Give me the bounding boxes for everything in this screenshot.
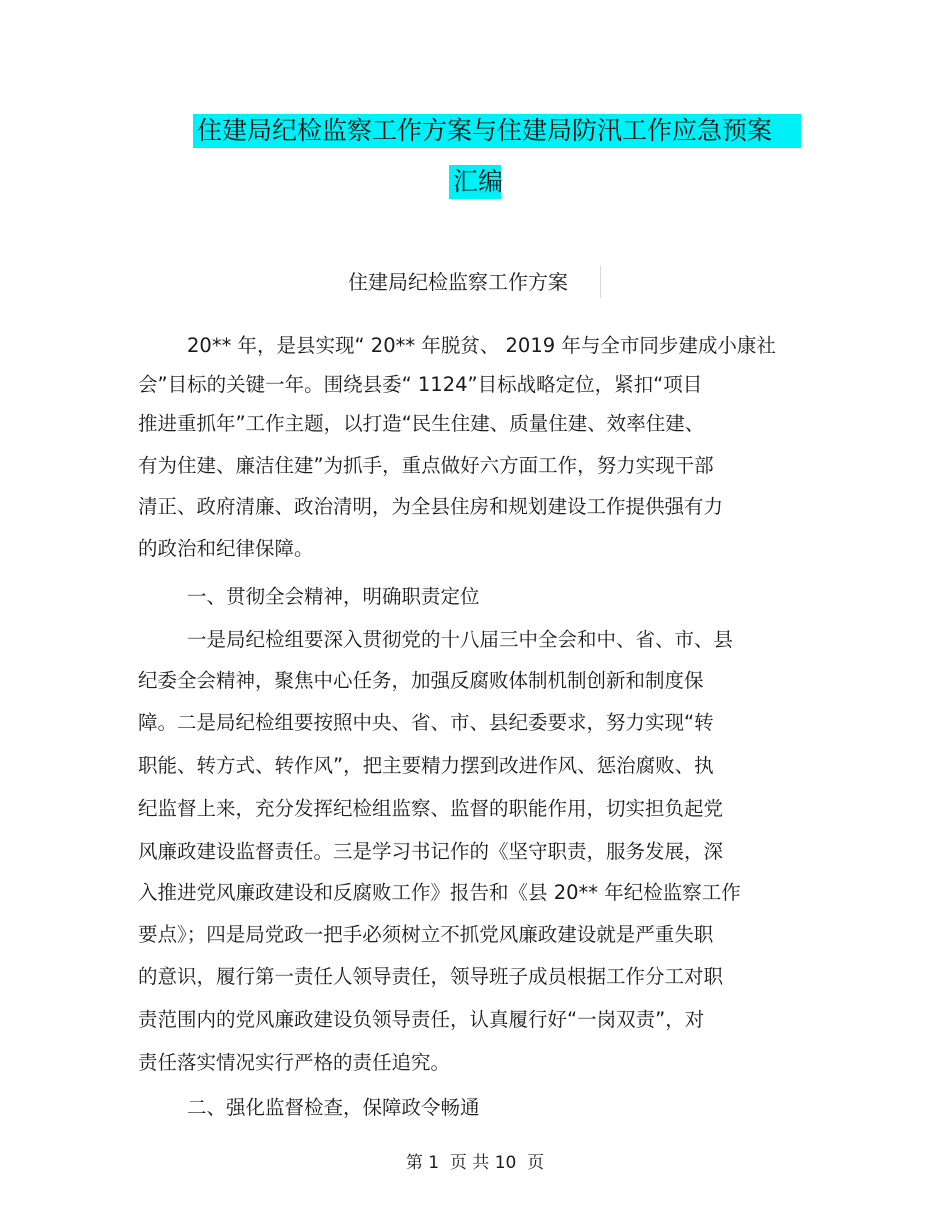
- body-line: 有为住建、廉洁住建”为抓手，重点做好六方面工作，努力实现干部: [138, 454, 714, 477]
- body-line: 推进重抓年”工作主题，以打造“民生住建、质量住建、效率住建、: [138, 412, 705, 435]
- body-line: 的政治和纪律保障。: [138, 537, 314, 560]
- document-title-line-1: 住建局纪检监察工作方案与住建局防汛工作应急预案: [193, 114, 801, 148]
- body-line: 纪委全会精神，聚焦中心任务，加强反腐败体制机制创新和制度保: [138, 669, 704, 692]
- body-line: 风廉政建设监督责任。三是学习书记作的《坚守职责，服务发展，深: [138, 840, 724, 863]
- body-line: 职能、转方式、转作风”，把主要精力摆到改进作风、惩治腐败、执: [138, 754, 714, 777]
- section-heading-2: 二、强化监督检查，保障政令畅通: [187, 1096, 480, 1119]
- body-line: 要点》；四是局党政一把手必须树立不抓党风廉政建设就是严重失职: [138, 923, 714, 946]
- document-title-line-2: 汇编: [449, 165, 501, 199]
- body-line: 清正、政府清廉、政治清明，为全县住房和规划建设工作提供强有力: [138, 495, 724, 518]
- section-title: 住建局纪检监察工作方案: [342, 266, 601, 298]
- body-line: 的意识，履行第一责任人领导责任，领导班子成员根据工作分工对职: [138, 965, 724, 988]
- body-line: 会”目标的关键一年。围绕县委“ 1124”目标战略定位，紧扣“项目: [138, 373, 703, 396]
- page-number-footer: 第 1 页 共 10 页: [405, 1153, 545, 1173]
- body-line: 20** 年，是县实现“ 20** 年脱贫、 2019 年与全市同步建成小康社: [187, 334, 776, 357]
- body-line: 入推进党风廉政建设和反腐败工作》报告和《县 20** 年纪检监察工作: [138, 881, 741, 904]
- body-line: 一是局纪检组要深入贯彻党的十八届三中全会和中、省、市、县: [187, 628, 734, 651]
- section-heading-1: 一、贯彻全会精神，明确职责定位: [187, 585, 480, 608]
- body-line: 障。二是局纪检组要按照中央、省、市、县纪委要求，努力实现“转: [138, 711, 714, 734]
- body-line: 纪监督上来，充分发挥纪检组监察、监督的职能作用，切实担负起党: [138, 797, 724, 820]
- body-line: 责范围内的党风廉政建设负领导责任，认真履行好“一岗双责”，对: [138, 1008, 705, 1031]
- body-line: 责任落实情况实行严格的责任追究。: [138, 1051, 451, 1074]
